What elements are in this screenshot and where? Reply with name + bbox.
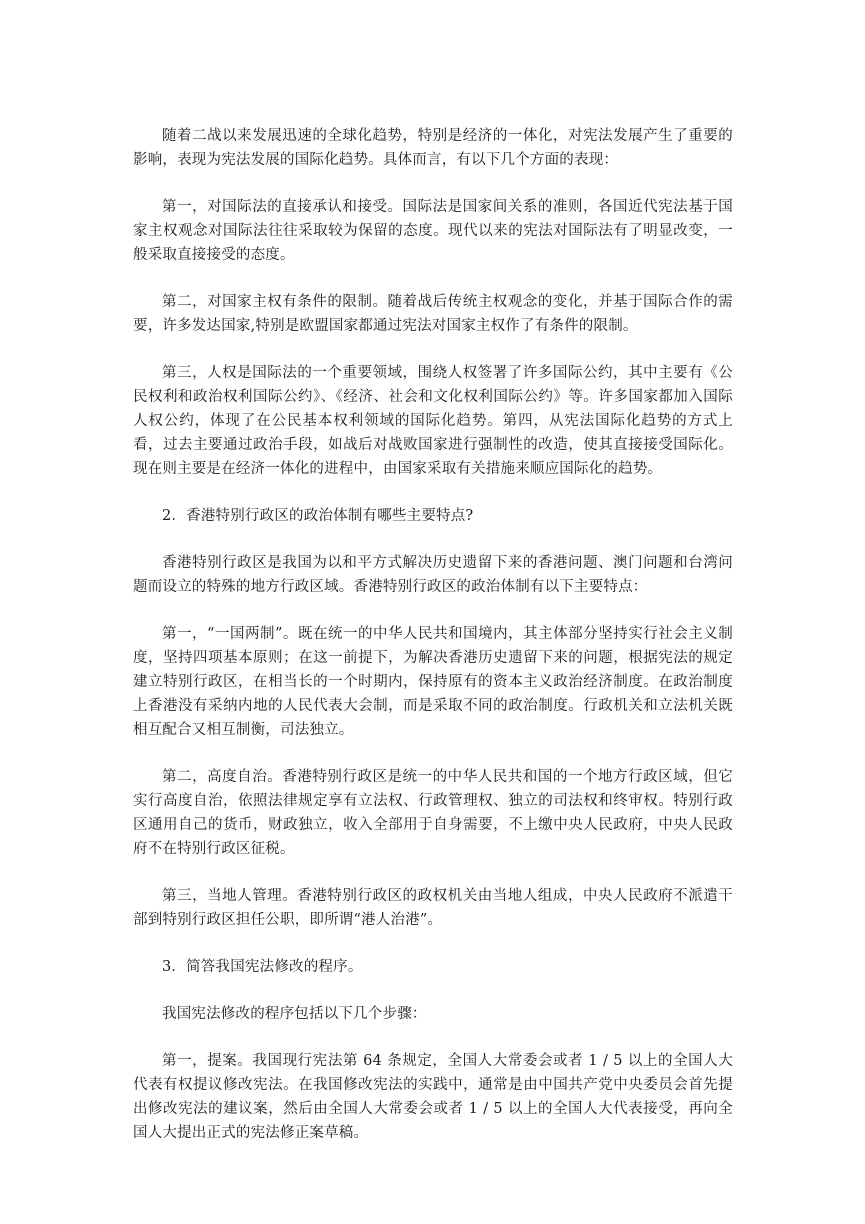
paragraph-hk-intro: 香港特别行政区是我国为以和平方式解决历史遗留下来的香港问题、澳门问题和台湾问题而设立的特殊的地方行政区域。香港特别行政区的政治体制有以下主要特点： [133, 555, 733, 595]
paragraph-hk-first: 第一，“一国两制”。既在统一的中华人民共和国境内，其主体部分坚持实行社会主义制度，坚持四项基本原则；在这一前提下，为解决香港历史遗留下来的问题，根据宪法的规定建立特别行政区，在相当长的一个时期内，保持原有的资本主义政治经济制度。在政治制度上香港没有采纳内地的人民代表大会制，而是采取不同的政治制度。行政机关和立法机关既相互配合又相互制衡，司法独立。 [133, 626, 733, 738]
paragraph-intro: 随着二战以来发展迅速的全球化趋势，特别是经济的一体化，对宪法发展产生了重要的影响，表现为宪法发展的国际化趋势。具体而言，有以下几个方面的表现： [133, 128, 733, 168]
paragraph-amend-intro: 我国宪法修改的程序包括以下几个步骤： [162, 1006, 427, 1022]
paragraph-second-point: 第二，对国家主权有条件的限制。随着战后传统主权观念的变化，并基于国际合作的需要，许多发达国家,特别是欧盟国家都通过宪法对国家主权作了有条件的限制。 [133, 294, 733, 334]
paragraph-first-point: 第一，对国际法的直接承认和接受。国际法是国家间关系的准则，各国近代宪法基于国家主权观念对国际法往往采取较为保留的态度。现代以来的宪法对国际法有了明显改变，一般采取直接接受的态度。 [133, 199, 733, 263]
question-heading-3: 3．简答我国宪法修改的程序。 [162, 959, 363, 975]
paragraph-hk-third: 第三，当地人管理。香港特别行政区的政权机关由当地人组成，中央人民政府不派遣干部到特别行政区担任公职，即所谓“港人治港”。 [133, 888, 733, 928]
paragraph-third-point: 第三，人权是国际法的一个重要领域，围绕人权签署了许多国际公约，其中主要有《公民权利和政治权利国际公约》、《经济、社会和文化权利国际公约》等。许多国家都加入国际人权公约，体现了在公民基本权利领域的国际化趋势。第四，从宪法国际化趋势的方式上看，过去主要通过政治手段，如战后对战败国家进行强制性的改造，使其直接接受国际化。现在则主要是在经济一体化的进程中，由国家采取有关措施来顺应国际化的趋势。 [133, 365, 733, 477]
paragraph-amend-first: 第一，提案。我国现行宪法第 64 条规定，全国人大常委会或者 1 / 5 以上的全国人大代表有权提议修改宪法。在我国修改宪法的实践中，通常是由中国共产党中央委员会首先提出修改宪法的建议案，然后由全国人大常委会或者 1 / 5 以上的全国人大代表接受，再向全国人大提出正式的宪法修正案草稿。 [133, 1053, 733, 1141]
paragraph-hk-second: 第二，高度自治。香港特别行政区是统一的中华人民共和国的一个地方行政区域，但它实行高度自治，依照法律规定享有立法权、行政管理权、独立的司法权和终审权。特别行政区通用自己的货币，财政独立，收入全部用于自身需要，不上缴中央人民政府，中央人民政府不在特别行政区征税。 [133, 769, 733, 857]
document-body [133, 124, 733, 1168]
question-heading-2: 2．香港特别行政区的政治体制有哪些主要特点? [162, 508, 474, 524]
